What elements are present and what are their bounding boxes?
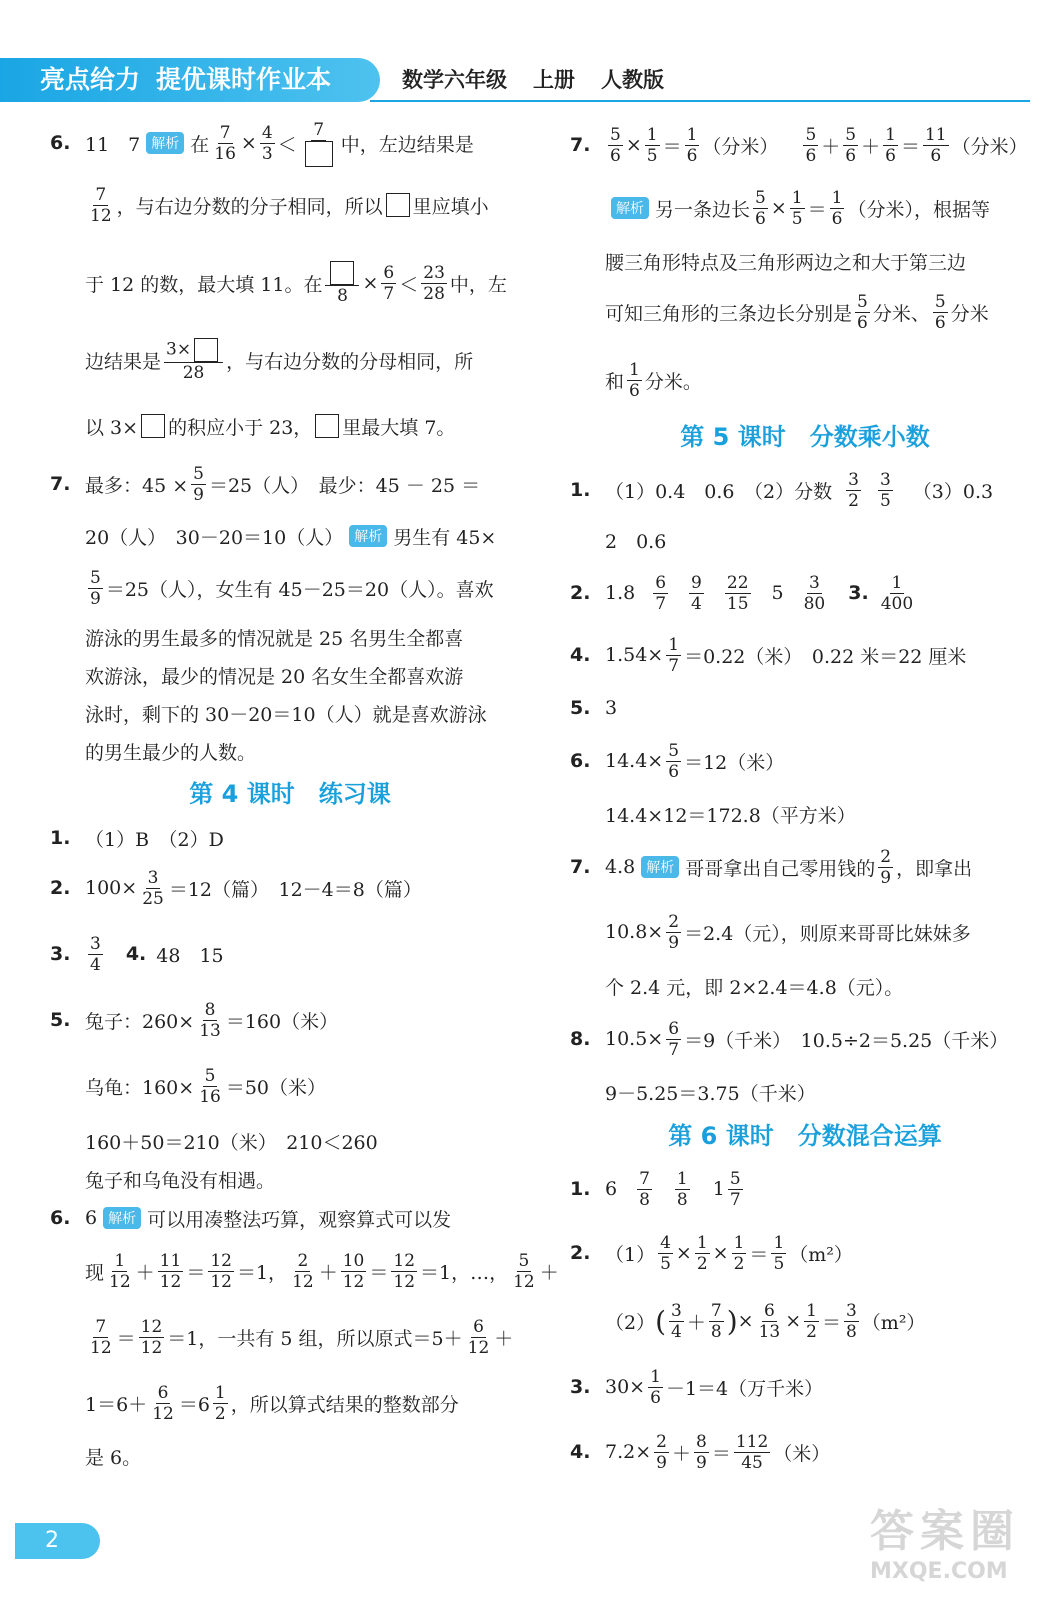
q7-line1: 7. 最多：45 × $\frac{5}{9}$ ＝25（人） 最少：45 － 25 ＝ <box>50 463 481 505</box>
r-q7-line2: 10.8× $\frac{2}{9}$ ＝2.4（元），则原来哥哥比妹妹多 <box>605 911 971 953</box>
rq7-line2: 解析 另一条边长 $\frac{5}{6}$ × $\frac{1}{5}$ ＝ $\frac{1}{6}$ （分米），根据等 <box>570 170 1040 246</box>
page-number: 2 <box>15 1523 100 1559</box>
product-name: 提优课时作业本 <box>156 65 332 94</box>
l4-q6-line5: 是 6。 <box>85 1446 142 1469</box>
section-title-4: 第 4 课时 练习课 <box>189 780 391 808</box>
r-q1-line1: 1. （1）0.4 0.6 （2）分数 $\frac{3}{2}$ $\frac{3}{5}$ （3）0.3 <box>570 469 994 511</box>
subject: 数学六年级 <box>402 68 507 92</box>
rq7-line1: 7. $\frac{5}{6}$ × $\frac{1}{5}$ ＝ $\frac{1}{6}$ （分米） $\frac{5}{6}$ ＋ $\frac{5}{6}$ ＋ $\frac{1}{6}$ ＝ $\frac{11}{6}$ （分米） <box>570 124 1028 166</box>
r-q5: 5. 3 <box>570 697 618 719</box>
l4-q3-q4: 3. $\frac{3}{4}$ 4. 48 15 <box>50 933 224 975</box>
blank-box <box>386 193 410 217</box>
q6-line4: 边结果是 $\frac{3\times}{28}$ ，与右边分数的分母相同，所 <box>85 339 474 383</box>
q6-line1: 6. 11 7 解析 在 $\frac{7}{16}$ × $\frac{4}{3}$ ＜ 7 中，左边结果是 <box>50 120 530 166</box>
right-column <box>570 120 1040 1484</box>
r-q7-line3: 个 2.4 元，即 2×2.4＝4.8（元）。 <box>605 976 904 999</box>
rq7-line3: 腰三角形特点及三角形两边之和大于第三边 <box>605 251 967 274</box>
r-q6-line2: 14.4×12＝172.8（平方米） <box>605 804 856 827</box>
q7-line7: 的男生最少的人数。 <box>85 741 257 764</box>
r-q7-line1: 7. 4.8 解析 哥哥拿出自己零用钱的 $\frac{2}{9}$ ，即拿出 <box>570 846 973 888</box>
q7-line2: 20（人） 30－20＝10（人） 解析 男生有 45× <box>85 526 497 549</box>
brand-name: 亮点给力 <box>40 65 141 94</box>
l4-q5-line2: 乌龟：160× $\frac{5}{16}$ ＝50（米） <box>85 1065 327 1107</box>
header-rule <box>370 100 1030 102</box>
analysis-tag: 解析 <box>146 132 184 154</box>
r-q4: 4. 1.54× $\frac{1}{7}$ ＝0.22（米） 0.22 米＝22 厘米 <box>570 634 967 676</box>
r-q1-line2: 2 0.6 <box>605 530 667 553</box>
rq7-line5: 和 $\frac{1}{6}$ 分米。 <box>605 359 702 401</box>
l4-q2: 2. 100× $\frac{3}{25}$ ＝12（篇） 12－4＝8（篇） <box>50 867 422 909</box>
q6-line3: 于 12 的数，最大填 11。在 8 × $\frac{6}{7}$ ＜ $\frac{23}{28}$ 中，左 <box>85 262 507 306</box>
l4-q1: 1. （1）B （2）D <box>50 827 224 851</box>
l4-q5-line1: 5. 兔子：260× $\frac{8}{13}$ ＝160（米） <box>50 999 339 1041</box>
r-q8-line2: 9－5.25＝3.75（千米） <box>605 1082 816 1105</box>
section-title-5: 第 5 课时 分数乘小数 <box>680 423 930 451</box>
l4-q6-line1: 6. 6 解析 可以用凑整法巧算，观察算式可以发 <box>50 1207 452 1231</box>
left-column <box>50 119 559 1476</box>
book-info <box>402 64 690 94</box>
rq7-line4: 可知三角形的三条边长分别是 $\frac{5}{6}$ 分米、 $\frac{5}{6}$ 分米 <box>605 291 989 333</box>
q7-line4: 游泳的男生最多的情况就是 25 名男生全都喜 <box>85 627 464 650</box>
r-q2-q3: 2. 1.8 $\frac{6}{7}$ $\frac{9}{4}$ $\frac{22}{15}$ 5 $\frac{3}{80}$ 3. $\frac{1}{400}$ <box>570 572 914 614</box>
q7-line5: 欢游泳，最少的情况是 20 名女生全都喜欢游 <box>85 665 464 688</box>
q6-line2: $\frac{7}{12}$ ，与右边分数的分子相同，所以 里应填小 <box>90 184 489 226</box>
volume: 上册 <box>533 68 575 92</box>
s-q4: 4. 7.2× $\frac{2}{9}$ ＋ $\frac{8}{9}$ ＝ $\frac{112}{45}$ （米） <box>570 1431 831 1473</box>
s-q3: 3. 30× $\frac{1}{6}$ －1＝4（万千米） <box>570 1366 824 1408</box>
s-q1: 1. 6 $\frac{7}{8}$ $\frac{1}{8}$ 1 $\frac{5}{7}$ <box>570 1168 741 1210</box>
page-header <box>0 50 1064 106</box>
watermark: 答案圈 MXQE.COM <box>870 1506 1020 1584</box>
brand-banner <box>0 58 380 102</box>
l4-q5-line4: 兔子和乌龟没有相遇。 <box>85 1169 276 1192</box>
l4-q5-line3: 160＋50＝210（米） 210＜260 <box>85 1131 378 1154</box>
l4-q6-line3: $\frac{7}{12}$ ＝ $\frac{12}{12}$ ＝1，一共有 5 组，所以原式＝5＋ $\frac{6}{12}$ ＋ <box>90 1316 514 1358</box>
l4-q6-line4: 1＝6＋ $\frac{6}{12}$ ＝6 $\frac{1}{2}$ ，所以算式结果的整数部分 <box>85 1382 459 1424</box>
r-q8-line1: 8. 10.5× $\frac{6}{7}$ ＝9（千米） 10.5÷2＝5.25（千米） <box>570 1018 1009 1060</box>
s-q2-line1: 2. （1） $\frac{4}{5}$ × $\frac{1}{2}$ × $\frac{1}{2}$ ＝ $\frac{1}{5}$ （m²） <box>570 1232 853 1274</box>
q7-line6: 泳时，剩下的 30－20＝10（人）就是喜欢游泳 <box>85 703 487 726</box>
l4-q6-line2: 现 $\frac{1}{12}$ ＋ $\frac{11}{12}$ ＝ $\frac{12}{12}$ ＝1， $\frac{2}{12}$ ＋ $\frac{10}{12}$ ＝ $\frac{12}{12}$ ＝1，…， $\frac{5}{12}$ ＋ <box>85 1250 559 1292</box>
section-title-6: 第 6 课时 分数混合运算 <box>668 1122 942 1150</box>
r-q6-line1: 6. 14.4× $\frac{5}{6}$ ＝12（米） <box>570 740 785 782</box>
q6-line5: 以 3× 的积应小于 23， 里最大填 7。 <box>50 398 530 454</box>
q7-line3: $\frac{5}{9}$ ＝25（人），女生有 45－25＝20（人）。喜欢 <box>90 567 494 609</box>
edition: 人教版 <box>601 68 664 92</box>
s-q2-line2: （2） ( $\frac{3}{4}$ ＋ $\frac{7}{8}$ ) × $\frac{6}{13}$ × $\frac{1}{2}$ ＝ $\frac{3}{8}$ （m²） <box>605 1300 926 1342</box>
